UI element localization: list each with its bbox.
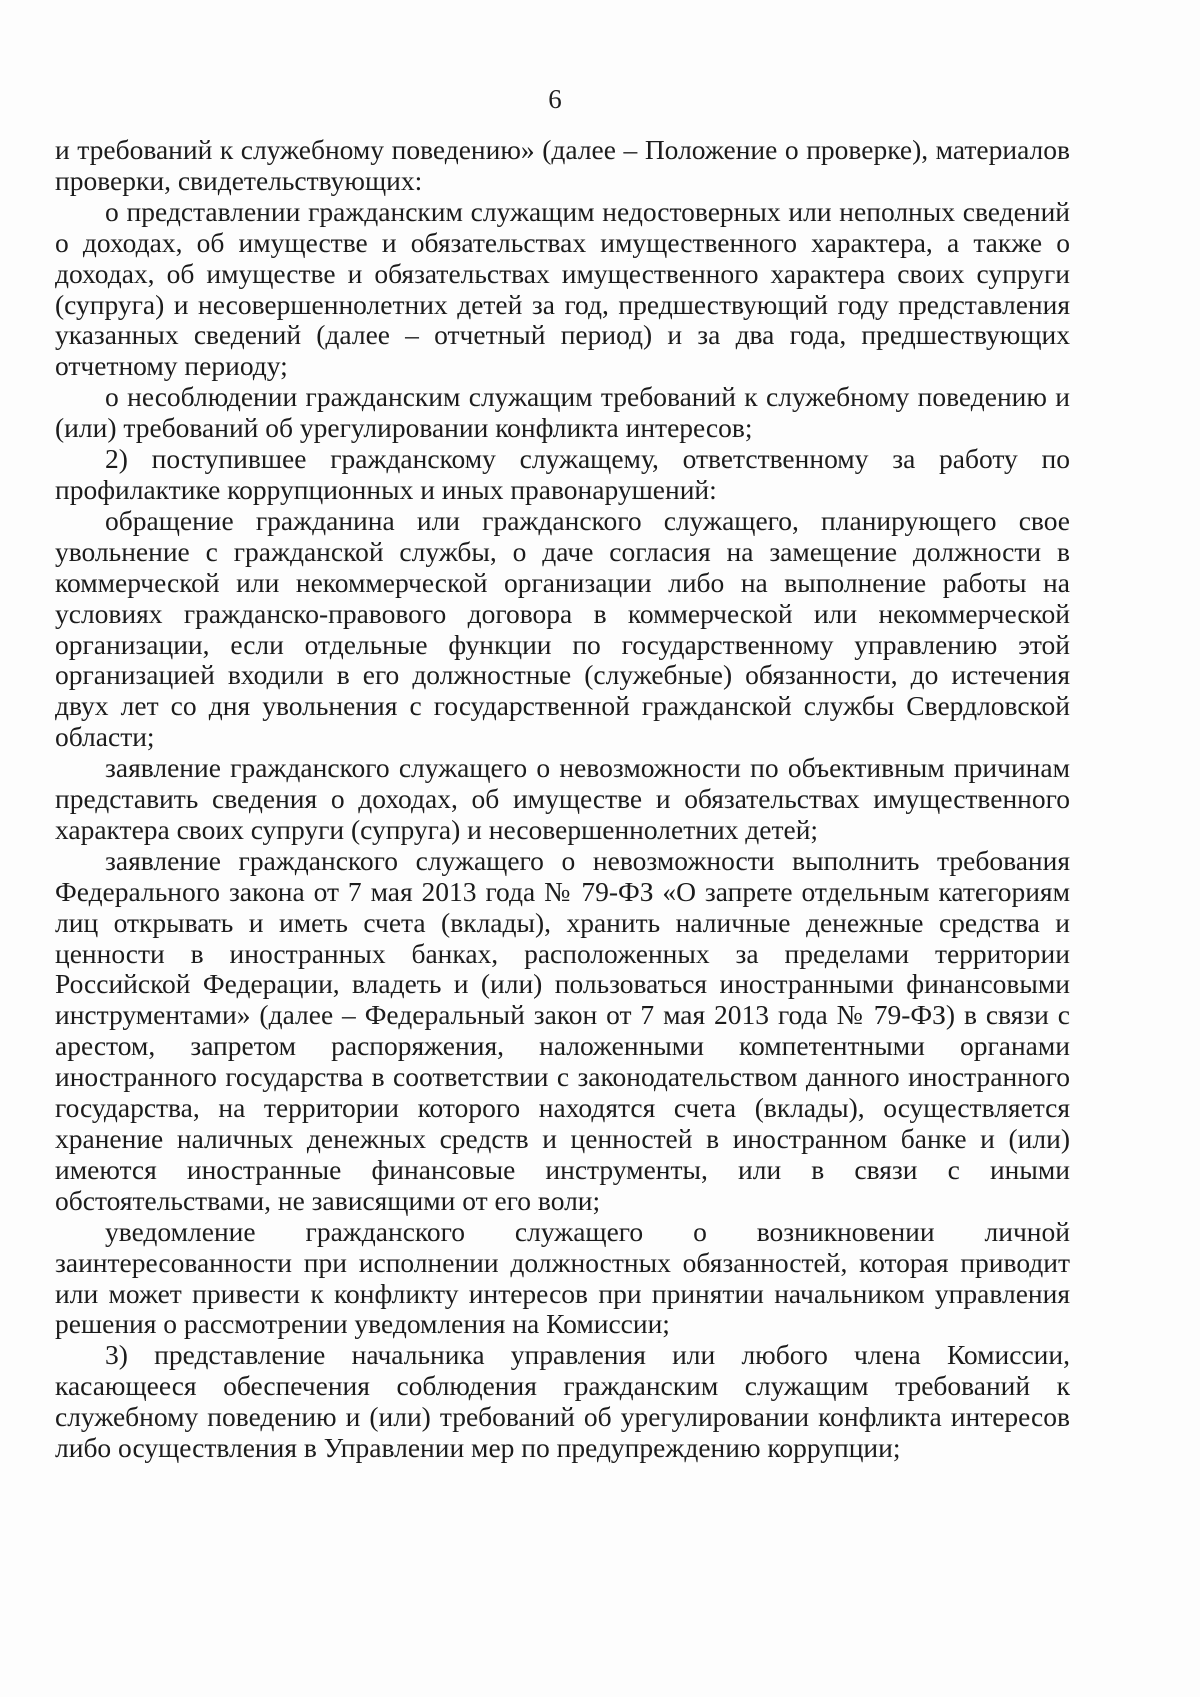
document-body: [55, 135, 1070, 1464]
paragraph-item-3: 3) представление начальника управления или любого члена Комиссии, касающееся обеспечения соблюдения гражданским служащим требований к служебному поведению и (или) требований об урегулировании конфликта интересов либо осуществления в Управлении мер по предупреждению коррупции;: [55, 1339, 1070, 1464]
paragraph-statement-income: заявление гражданского служащего о невозможности по объективным причинам представить сведения о доходах, об имуществе и обязательствах имущественного характера своих супруги (супруга) и несовершеннолетних детей;: [55, 752, 1070, 845]
paragraph-citizen-appeal: обращение гражданина или гражданского служащего, планирующего свое увольнение с гражданской службы, о даче согласия на замещение должности в коммерческой или некоммерческой организации либо на выполнение работы на условиях гражданско-правового договора в коммерческой или некоммерческой организации, если отдельные функции по государственному управлению этой организацией входили в его должностные (служебные) обязанности, до истечения двух лет со дня увольнения с государственной гражданской службы Свердловской области;: [55, 504, 1070, 753]
paragraph-notification-interest: уведомление гражданского служащего о возникновении личной заинтересованности при исполнении должностных обязанностей, которая приводит или может привести к конфликту интересов при принятии начальником управления решения о рассмотрении уведомления на Комиссии;: [55, 1215, 1070, 1340]
paragraph-non-compliance: о несоблюдении гражданским служащим требований к служебному поведению и (или) требований об урегулировании конфликта интересов;: [55, 381, 1070, 444]
paragraph-unreliable-info: о представлении гражданским служащим недостоверных или неполных сведений о доходах, об имуществе и обязательствах имущественного характера, а также о доходах, об имуществе и обязательствах имущественного характера своих супруги (супруга) и несовершеннолетних детей за год, предшествующий году представления указанных сведений (далее – отчетный период) и за два года, предшествующих отчетному периоду;: [55, 195, 1070, 382]
page-number: 6: [548, 84, 562, 114]
paragraph-continuation: и требований к служебному поведению» (далее – Положение о проверке), материалов проверки, свидетельствующих:: [55, 134, 1070, 196]
paragraph-item-2: 2) поступившее гражданскому служащему, ответственному за работу по профилактике коррупционных и иных правонарушений:: [55, 443, 1070, 505]
paragraph-statement-foreign-accounts: заявление гражданского служащего о невозможности выполнить требования Федерального закона от 7 мая 2013 года № 79-ФЗ «О запрете отдельным категориям лиц открывать и иметь счета (вклады), хранить наличные денежные средства и ценности в иностранных банках, расположенных за пределами территории Российской Федерации, владеть и (или) пользоваться иностранными финансовыми инструментами» (далее – Федеральный закон от 7 мая 2013 года № 79-ФЗ) в связи с арестом, запретом распоряжения, наложенными компетентными органами иностранного государства в соответствии с законодательством данного иностранного государства, на территории которого находятся счета (вклады), осуществляется хранение наличных денежных средств и ценностей в иностранном банке и (или) имеются иностранные финансовые инструменты, или в связи с иными обстоятельствами, не зависящими от его воли;: [55, 844, 1070, 1216]
